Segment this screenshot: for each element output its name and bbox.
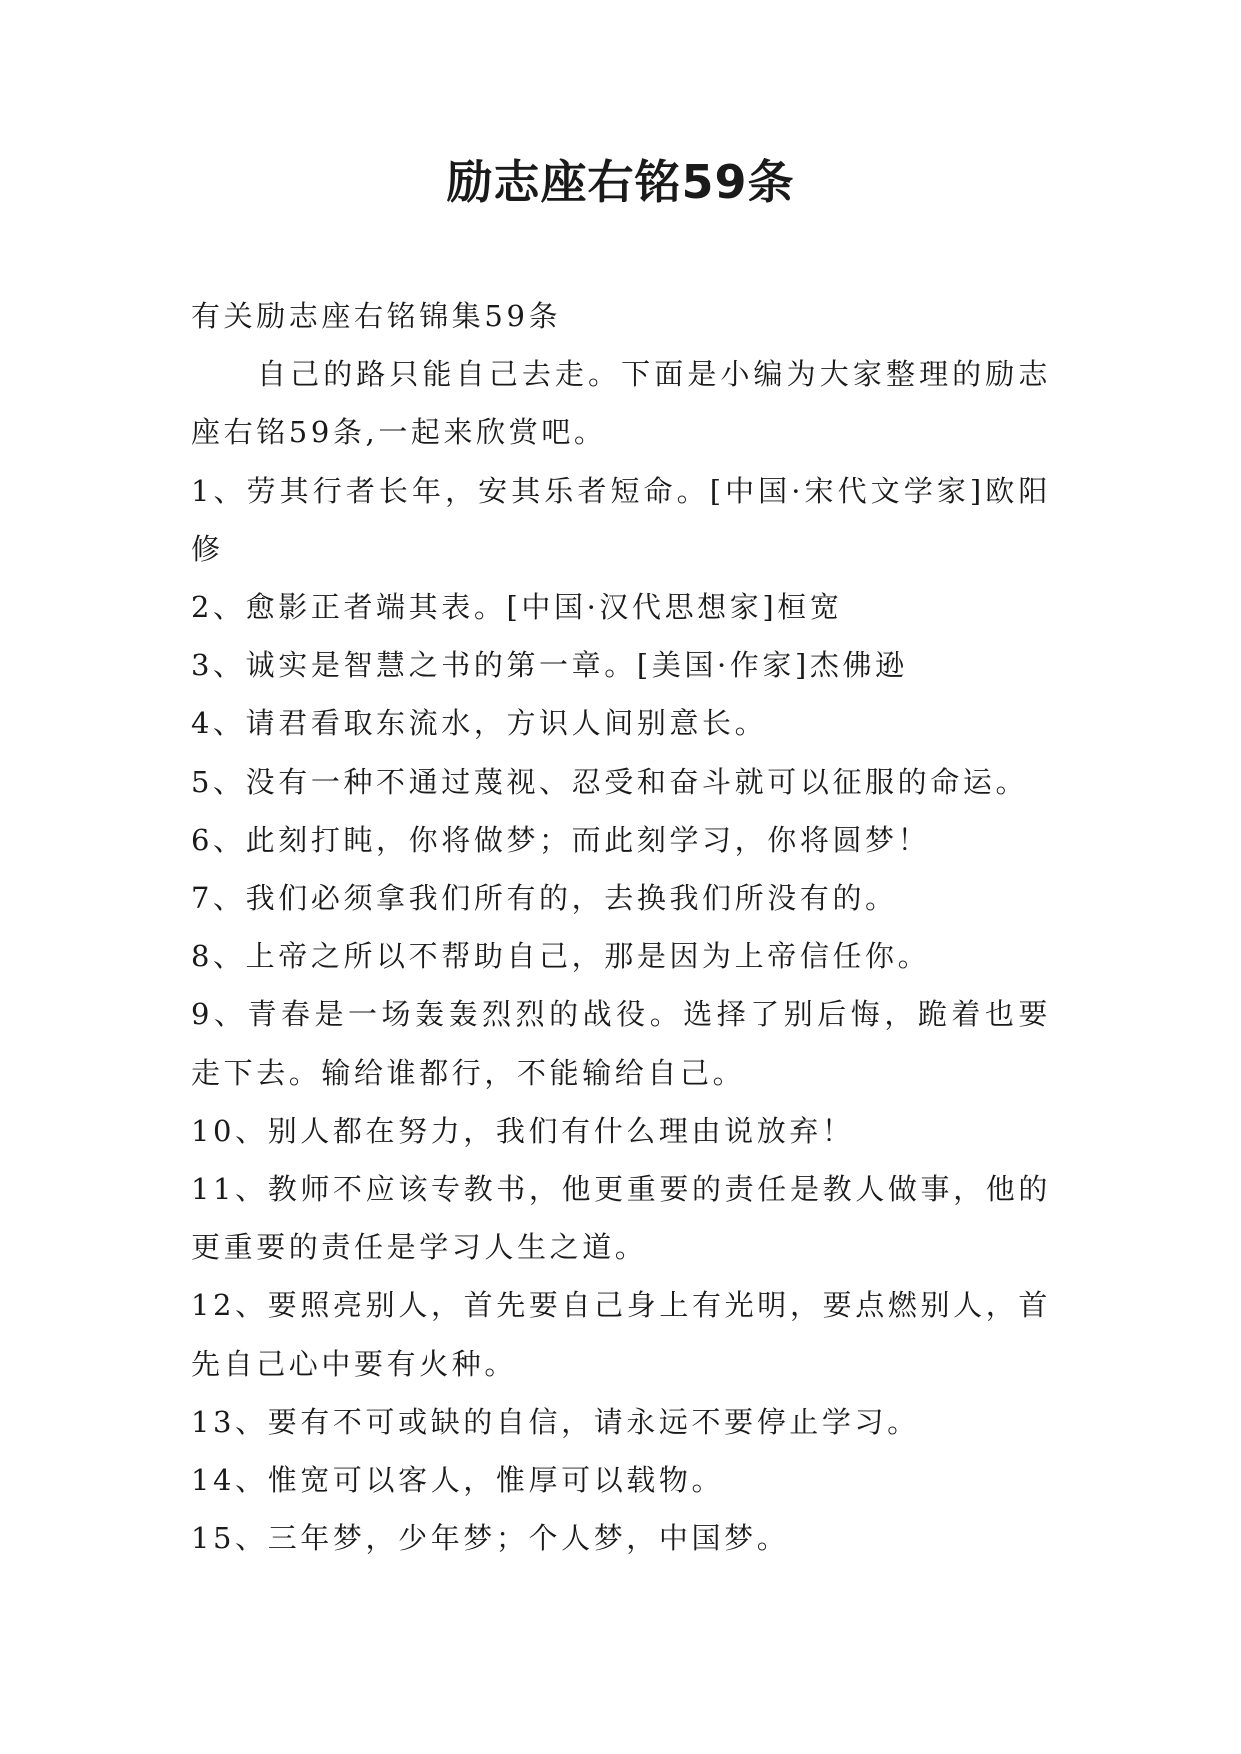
list-item: 8、上帝之所以不帮助自己，那是因为上帝信任你。 <box>191 939 931 974</box>
list-item: 4、请君看取东流水，方识人间别意长。 <box>191 706 768 741</box>
list-item: 14、惟宽可以客人，惟厚可以载物。 <box>191 1463 725 1498</box>
list-item: 1、劳其行者长年，安其乐者短命。[中国·宋代文学家]欧阳修 <box>191 473 1051 566</box>
document-subtitle: 有关励志座右铭锦集59条 <box>191 299 562 333</box>
list-item: 15、三年梦，少年梦；个人梦，中国梦。 <box>191 1521 790 1556</box>
list-item: 12、要照亮别人，首先要自己身上有光明，要点燃别人，首先自己心中要有火种。 <box>191 1288 1051 1381</box>
list-item: 10、别人都在努力，我们有什么理由说放弃！ <box>191 1113 855 1148</box>
document-body <box>191 287 1051 1567</box>
list-item: 6、此刻打盹，你将做梦；而此刻学习，你将圆梦！ <box>191 822 931 857</box>
list-item: 11、教师不应该专教书，他更重要的责任是教人做事，他的更重要的责任是学习人生之道。 <box>191 1172 1051 1265</box>
list-item: 2、愈影正者端其表。[中国·汉代思想家]桓宽 <box>191 590 843 625</box>
list-item: 13、要有不可或缺的自信，请永远不要停止学习。 <box>191 1404 920 1439</box>
document-title: 励志座右铭59条 <box>446 155 795 209</box>
list-item: 5、没有一种不通过蔑视、忍受和奋斗就可以征服的命运。 <box>191 764 1029 799</box>
list-item: 7、我们必须拿我们所有的，去换我们所没有的。 <box>191 881 898 916</box>
list-item: 9、青春是一场轰轰烈烈的战役。选择了别后悔，跪着也要走下去。输给谁都行，不能输给自己。 <box>191 997 1051 1090</box>
intro-paragraph: 自己的路只能自己去走。下面是小编为大家整理的励志座右铭59条,一起来欣赏吧。 <box>191 357 1051 450</box>
list-item: 3、诚实是智慧之书的第一章。[美国·作家]杰佛逊 <box>191 648 908 683</box>
